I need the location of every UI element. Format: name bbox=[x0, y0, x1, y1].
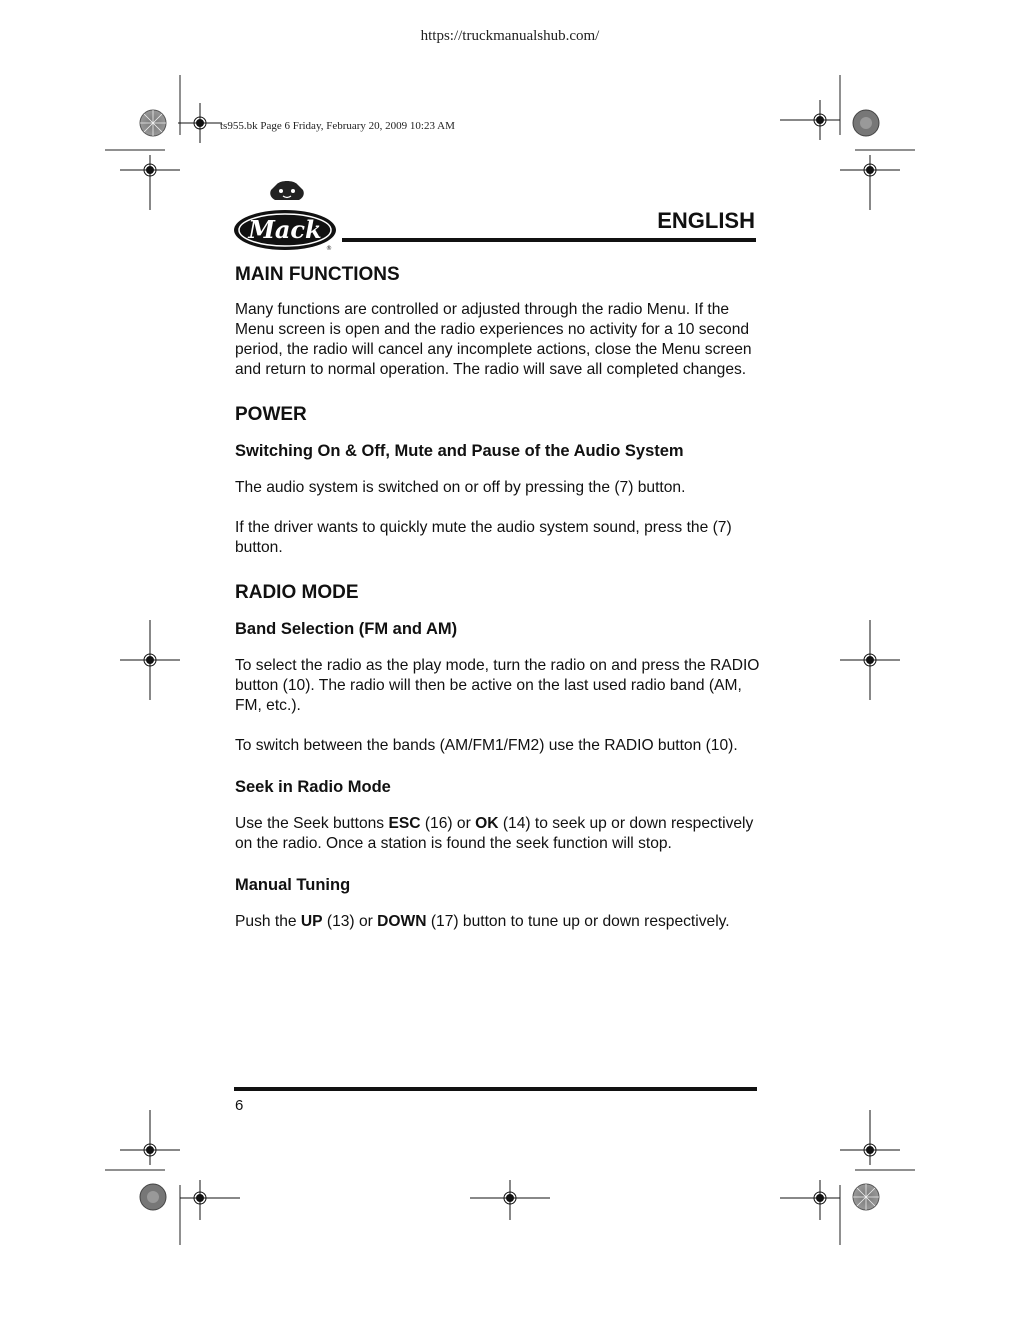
crosshair-target-3 bbox=[120, 155, 180, 210]
svg-text:®: ® bbox=[326, 245, 332, 252]
paragraph-band-1: To select the radio as the play mode, turn the radio on and press the RADIO button (10). The radio will then be active on the last used radio band (AM, FM, etc.). bbox=[235, 657, 760, 714]
page-content bbox=[235, 262, 760, 952]
heading-main-functions: MAIN FUNCTIONS bbox=[235, 264, 400, 285]
crosshair-target-1 bbox=[178, 103, 222, 143]
crosshair-target-9 bbox=[180, 1180, 240, 1220]
print-slug: ts955.bk Page 6 Friday, February 20, 2009 10:23 AM bbox=[220, 120, 455, 132]
paragraph-band-2: To switch between the bands (AM/FM1/FM2) use the RADIO button (10). bbox=[235, 737, 738, 754]
svg-text:Mack: Mack bbox=[248, 215, 322, 244]
star-target-4 bbox=[853, 1184, 879, 1210]
heading-radio-mode: RADIO MODE bbox=[235, 582, 359, 603]
crosshair-target-2 bbox=[780, 100, 840, 140]
crosshair-target-7 bbox=[120, 1110, 180, 1165]
crosshair-target-8 bbox=[840, 1110, 900, 1165]
footer-rule bbox=[234, 1087, 757, 1091]
crosshair-target-10 bbox=[470, 1180, 550, 1220]
heading-power: POWER bbox=[235, 404, 307, 425]
crosshair-target-6 bbox=[840, 620, 900, 700]
paragraph-power-1: The audio system is switched on or off by pressing the (7) button. bbox=[235, 479, 686, 496]
page-number: 6 bbox=[235, 1097, 244, 1114]
paragraph-tuning: Push the UP (13) or DOWN (17) button to tune up or down respectively. bbox=[235, 913, 730, 930]
star-target-3 bbox=[140, 1184, 166, 1210]
language-label: ENGLISH bbox=[657, 208, 755, 233]
subheading-manual-tuning: Manual Tuning bbox=[235, 876, 351, 894]
header-rule bbox=[342, 238, 756, 242]
crosshair-target-11 bbox=[780, 1180, 840, 1220]
paragraph-power-2: If the driver wants to quickly mute the audio system sound, press the (7) button. bbox=[235, 519, 732, 556]
star-target-2 bbox=[853, 110, 879, 136]
subheading-band-selection: Band Selection (FM and AM) bbox=[235, 620, 458, 638]
paragraph-seek: Use the Seek buttons ESC (16) or OK (14) to seek up or down respectively on the radio. Once a station is found the seek function will stop. bbox=[235, 815, 754, 852]
subheading-seek: Seek in Radio Mode bbox=[235, 778, 391, 796]
mack-logo bbox=[233, 180, 341, 252]
paragraph-main-functions: Many functions are controlled or adjusted through the radio Menu. If the Menu screen is open and the radio experiences no activity for a 10 second period, the radio will cancel any incomplete actions, close the Menu screen and return to normal operation. The radio will save all completed changes. bbox=[235, 301, 752, 378]
star-target-1 bbox=[140, 110, 166, 136]
crosshair-target-4 bbox=[840, 155, 900, 210]
subheading-switching: Switching On & Off, Mute and Pause of the Audio System bbox=[235, 442, 684, 460]
crosshair-target-5 bbox=[120, 620, 180, 700]
source-url: https://truckmanualshub.com/ bbox=[420, 28, 600, 44]
